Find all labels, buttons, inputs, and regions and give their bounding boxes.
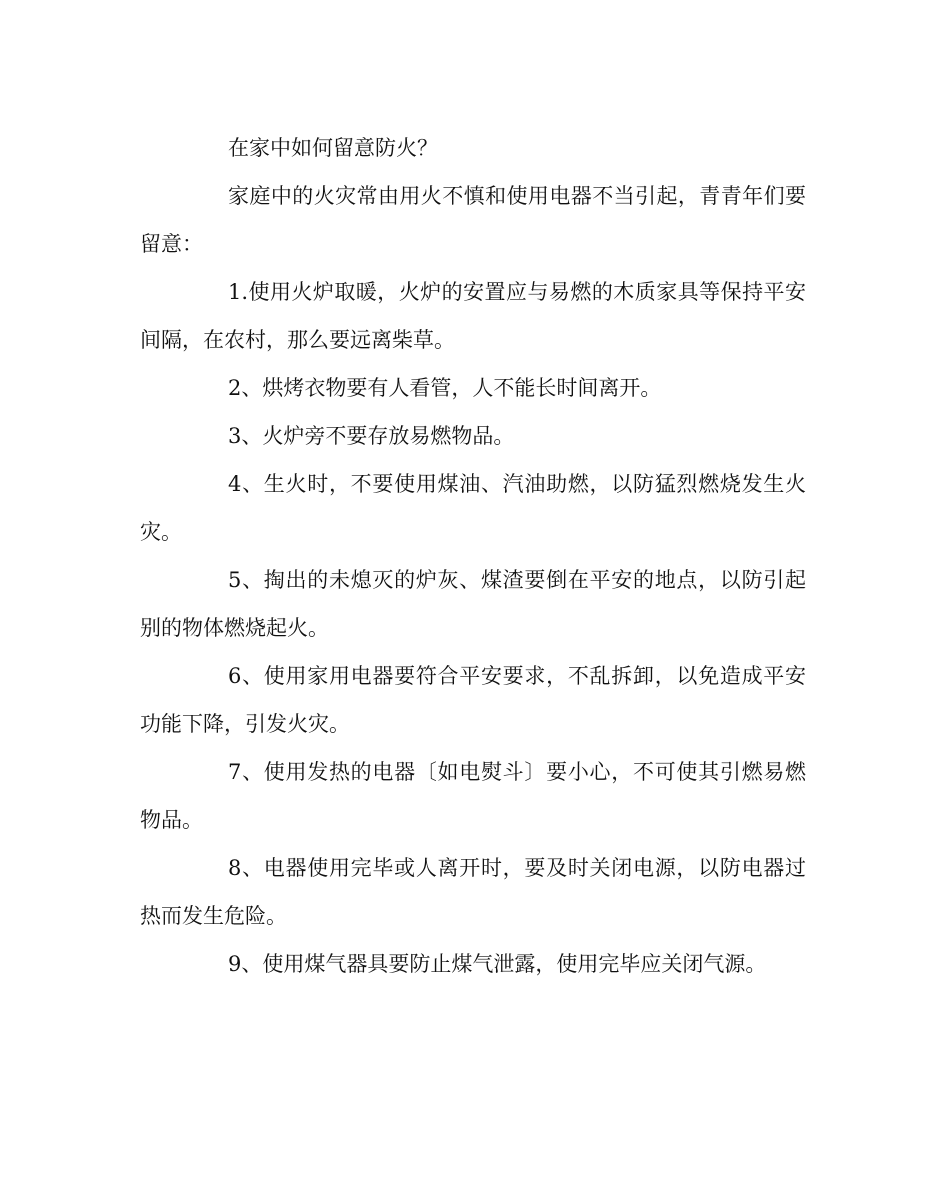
- list-item: 4、生火时，不要使用煤油、汽油助燃，以防猛烈燃烧发生火灾。: [140, 472, 806, 544]
- list-item: 8、电器使用完毕或人离开时，要及时关闭电源，以防电器过热而发生危险。: [140, 856, 806, 928]
- document-body: [140, 124, 806, 988]
- list-item: 5、掏出的未熄灭的炉灰、煤渣要倒在平安的地点，以防引起别的物体燃烧起火。: [140, 568, 806, 640]
- list-item: 6、使用家用电器要符合平安要求，不乱拆卸，以免造成平安功能下降，引发火灾。: [140, 664, 806, 736]
- list-item: 7、使用发热的电器〔如电熨斗〕要小心，不可使其引燃易燃物品。: [140, 760, 806, 832]
- intro-paragraph: 家庭中的火灾常由用火不慎和使用电器不当引起，青青年们要留意：: [140, 184, 806, 256]
- list-item: 2、烘烤衣物要有人看管，人不能长时间离开。: [228, 376, 662, 400]
- list-item: 9、使用煤气器具要防止煤气泄露，使用完毕应关闭气源。: [228, 952, 767, 976]
- document-title: 在家中如何留意防火？: [228, 136, 438, 160]
- list-item: 1.使用火炉取暖，火炉的安置应与易燃的木质家具等保持平安间隔，在农村，那么要远离柴草。: [140, 280, 806, 352]
- list-item: 3、火炉旁不要存放易燃物品。: [228, 424, 515, 448]
